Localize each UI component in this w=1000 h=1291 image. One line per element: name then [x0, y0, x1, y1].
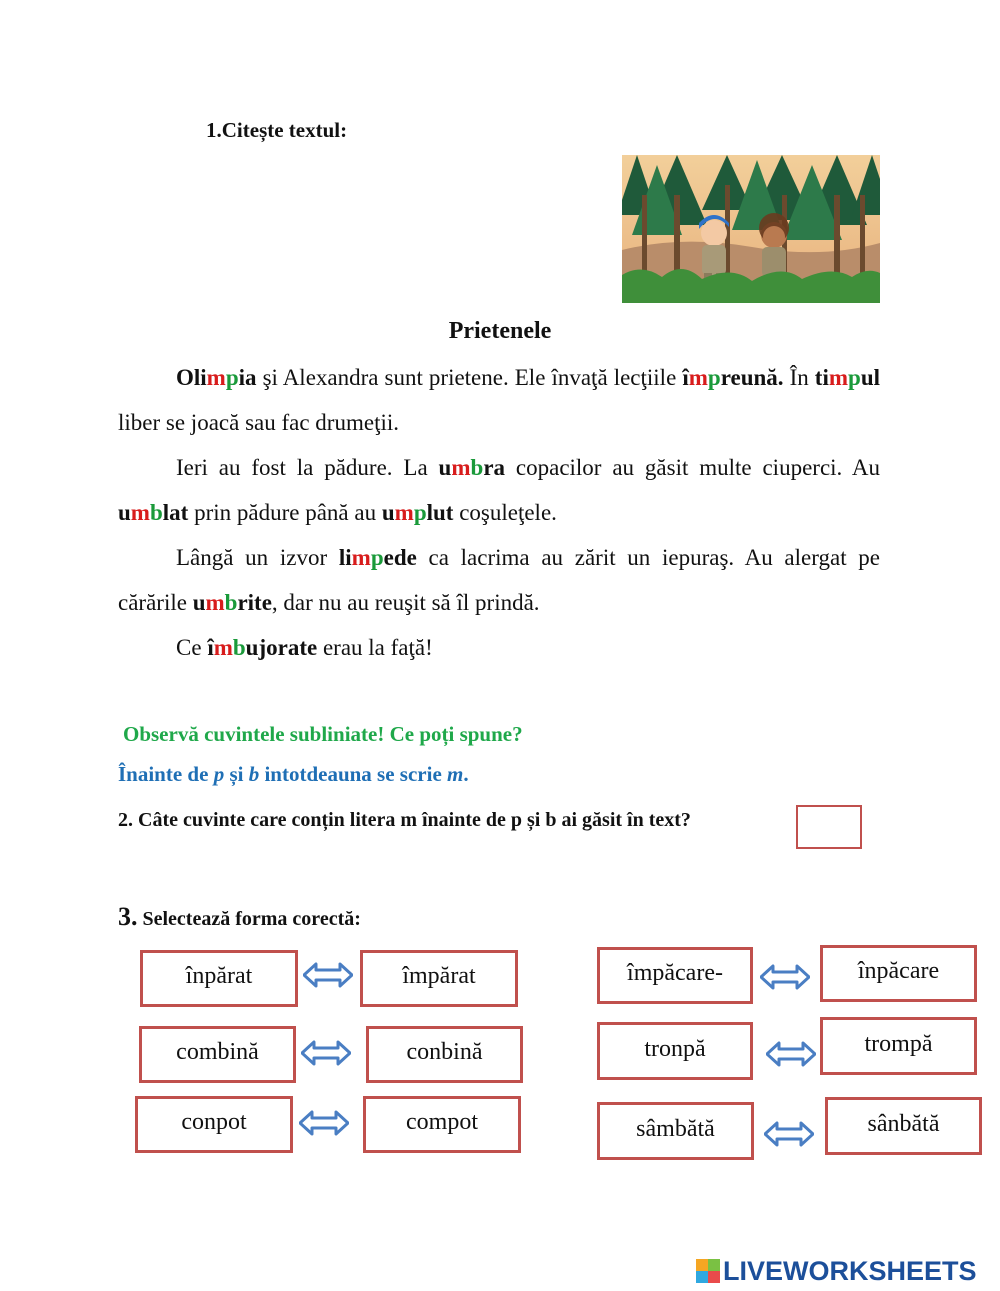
target-word: timpul — [814, 365, 880, 390]
target-word: Olimpia — [176, 365, 257, 390]
option-box[interactable]: înpăcare — [820, 945, 977, 1002]
liveworksheets-logo — [696, 1254, 977, 1288]
double-arrow-icon — [764, 1121, 814, 1147]
target-word: împreună. — [682, 365, 784, 390]
task3-heading: 3. Selectează forma corectă: — [118, 902, 361, 931]
target-word: limpede — [338, 545, 417, 570]
story-paragraph-4: Ce îmbujorate erau la faţă! — [176, 635, 433, 660]
story-paragraph-2: Ieri au fost la pădure. La umbra copacilor au găsit multe ciuperci. Au umblat prin pădure până au umplut coşuleţele. — [118, 455, 881, 525]
option-box[interactable]: conpot — [135, 1096, 293, 1153]
double-arrow-icon — [303, 962, 353, 988]
option-box[interactable]: împăcare- — [597, 947, 753, 1004]
option-box[interactable]: conbină — [366, 1026, 523, 1083]
target-word: umbrite — [192, 590, 272, 615]
story-title: Prietenele — [448, 318, 552, 344]
option-box[interactable]: trompă — [820, 1017, 977, 1075]
task2-answer-box[interactable] — [796, 805, 862, 849]
option-box[interactable]: combină — [139, 1026, 296, 1083]
double-arrow-icon — [766, 1041, 816, 1067]
double-arrow-icon — [299, 1110, 349, 1136]
target-word: umplut — [381, 500, 454, 525]
option-box[interactable]: înpărat — [140, 950, 298, 1007]
option-box[interactable]: tronpă — [597, 1022, 753, 1080]
task2-question: 2. Câte cuvinte care conțin litera m înainte de p și b ai găsit în text? — [118, 809, 691, 831]
story-paragraph-1: Olimpia şi Alexandra sunt prietene. Ele învaţă lecţiile împreună. În timpul liber se joacă sau fac drumeţii. — [118, 365, 880, 435]
target-word: umbra — [438, 455, 506, 480]
brand-name: LIVEWORKSHEETS — [723, 1255, 977, 1286]
option-box[interactable]: compot — [363, 1096, 521, 1153]
target-word: îmbujorate — [207, 635, 318, 660]
observe-prompt: Observă cuvintele subliniate! Ce poți spune? — [123, 722, 523, 746]
forest-girls-illustration — [622, 155, 880, 303]
option-box[interactable]: împărat — [360, 950, 518, 1007]
target-word: umblat — [118, 500, 189, 525]
option-box[interactable]: sânbătă — [825, 1097, 982, 1155]
double-arrow-icon — [301, 1040, 351, 1066]
double-arrow-icon — [760, 964, 810, 990]
task1-heading: 1.Citește textul: — [206, 118, 348, 142]
logo-mark-icon — [696, 1259, 720, 1283]
story-paragraph-3: Lângă un izvor limpede ca lacrima au zărit un iepuraş. Au alergat pe cărările umbrite, dar nu au reuşit să îl prindă. — [118, 545, 880, 615]
option-box[interactable]: sâmbătă — [597, 1102, 754, 1160]
spelling-rule: Înainte de p și b intotdeauna se scrie m. — [118, 762, 469, 786]
